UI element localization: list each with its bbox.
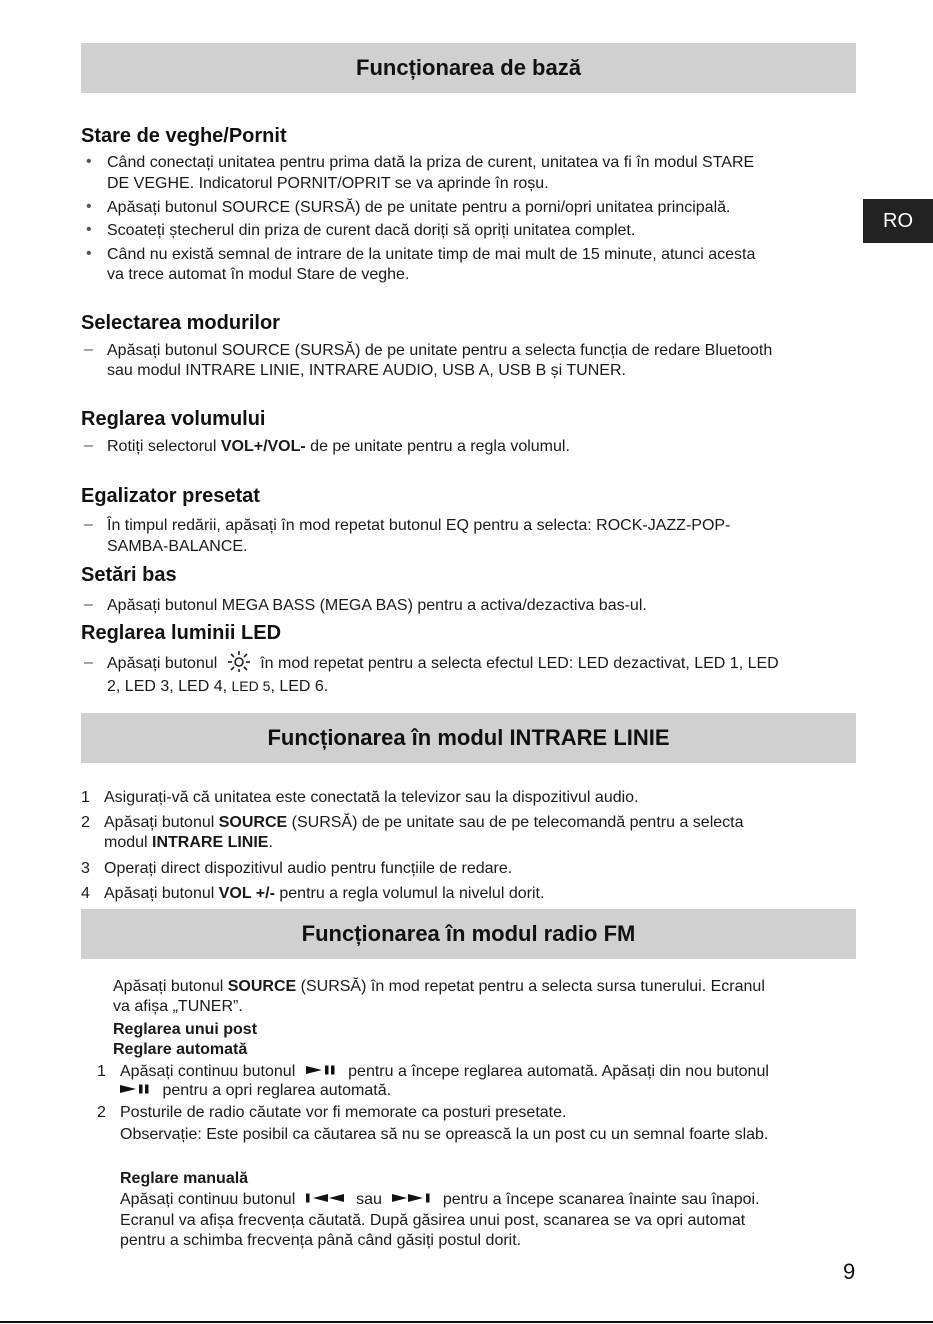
dash-marker: – xyxy=(84,341,93,358)
text-line: Apăsați butonul SOURCE (SURSĂ) de pe unitate sau de pe telecomandă pentru a selecta xyxy=(104,814,744,831)
text-line: pentru a schimba frecvența până când găsiți postul dorit. xyxy=(120,1232,522,1249)
subheading-manual-tuning: Reglare manuală xyxy=(120,1170,249,1187)
text-line: Scoateți ștecherul din priza de curent dacă doriți să opriți unitatea complet. xyxy=(107,222,636,239)
text-line: Operați direct dispozitivul audio pentru funcțiile de redare. xyxy=(104,860,513,877)
page-bottom-rule xyxy=(0,1321,933,1323)
text-line: În timpul redării, apăsați în mod repetat butonul EQ pentru a selecta: ROCK-JAZZ-POP- xyxy=(107,517,731,534)
page-number: 9 xyxy=(843,1259,856,1284)
text-line: Apăsați butonul SOURCE (SURSĂ) de pe unitate pentru a selecta funcția de redare Bluetooth xyxy=(107,342,773,359)
text-line: 2, LED 3, LED 4, LED 5, LED 6. xyxy=(107,678,329,695)
text-line: Apăsați butonul SOURCE (SURSĂ) în mod repetat pentru a selecta sursa tunerului. Ecranul xyxy=(113,978,765,995)
section-banner-basic-operation xyxy=(81,43,856,93)
heading-bass: Setări bas xyxy=(81,564,177,586)
text-line: sau modul INTRARE LINIE, INTRARE AUDIO, USB A, USB B și TUNER. xyxy=(107,362,626,379)
section-title: Funcționarea în modul INTRARE LINIE xyxy=(267,725,670,750)
bullet: • xyxy=(86,245,92,262)
heading-mode-select: Selectarea modurilor xyxy=(81,312,280,334)
subheading-tuning: Reglarea unui post xyxy=(113,1021,258,1038)
text-line: Când conectați unitatea pentru prima dată la priza de curent, unitatea va fi în modul STARE xyxy=(107,154,755,171)
text-line: Apăsați butonul MEGA BASS (MEGA BAS) pentru a activa/dezactiva bas-ul. xyxy=(107,597,647,614)
text-line: Apăsați continuu butonul pentru a începe reglarea automată. Apăsați din nou butonul xyxy=(120,1063,769,1080)
step-number: 3 xyxy=(81,860,90,877)
play-pause-icon xyxy=(306,1064,340,1076)
text-line: Asigurați-vă că unitatea este conectată la televizor sau la dispozitivul audio. xyxy=(104,789,639,806)
play-pause-icon xyxy=(120,1083,154,1095)
text-line: DE VEGHE. Indicatorul PORNIT/OPRIT se va aprinde în roșu. xyxy=(107,175,549,192)
text-line: Apăsați butonul SOURCE (SURSĂ) de pe unitate pentru a porni/opri unitatea principală. xyxy=(107,199,731,216)
heading-led: Reglarea luminii LED xyxy=(81,622,282,644)
text-line: SAMBA-BALANCE. xyxy=(107,538,248,555)
step-number: 2 xyxy=(81,814,90,831)
step-number: 1 xyxy=(81,789,90,806)
section-title: Funcționarea de bază xyxy=(356,55,581,80)
subheading-auto-tuning: Reglare automată xyxy=(113,1041,248,1058)
language-tab: RO xyxy=(863,199,933,243)
text-line: pentru a opri reglarea automată. xyxy=(120,1081,391,1101)
step-number: 1 xyxy=(97,1063,106,1080)
section-banner-line-in xyxy=(81,713,856,763)
text-line: Ecranul va afișa frecvența căutată. După găsirea unui post, scanarea se va opri automat xyxy=(120,1212,746,1229)
text-line: modul INTRARE LINIE. xyxy=(104,834,273,851)
heading-volume: Reglarea volumului xyxy=(81,408,266,430)
light-icon xyxy=(226,650,252,672)
text-line: Apăsați butonul VOL +/- pentru a regla volumul la nivelul dorit. xyxy=(104,885,545,902)
text-line: Apăsați butonul în mod repetat pentru a selecta efectul LED: LED dezactivat, LED 1, LED xyxy=(107,654,779,674)
dash-marker: – xyxy=(84,516,93,533)
text-line: Posturile de radio căutate vor fi memorate ca posturi presetate. xyxy=(120,1104,567,1121)
section-banner-fm-radio xyxy=(81,909,856,959)
bullet: • xyxy=(86,198,92,215)
text-line: va trece automat în modul Stare de veghe. xyxy=(107,266,410,283)
text-line: va afișa „TUNER”. xyxy=(113,998,243,1015)
step-number: 4 xyxy=(81,885,90,902)
text-line: Rotiți selectorul VOL+/VOL- de pe unitate pentru a regla volumul. xyxy=(107,438,570,455)
skip-forward-icon xyxy=(392,1192,432,1204)
note-line: Observație: Este posibil ca căutarea să nu se oprească la un post cu un semnal foarte slab. xyxy=(120,1126,769,1143)
bullet: • xyxy=(86,153,92,170)
step-number: 2 xyxy=(97,1104,106,1121)
heading-standby: Stare de veghe/Pornit xyxy=(81,125,287,147)
skip-back-icon xyxy=(306,1192,346,1204)
text-line: Când nu există semnal de intrare de la unitate timp de mai mult de 15 minute, atunci acesta xyxy=(107,246,756,263)
dash-marker: – xyxy=(84,437,93,454)
section-title: Funcționarea în modul radio FM xyxy=(301,921,636,946)
dash-marker: – xyxy=(84,654,93,671)
heading-eq: Egalizator presetat xyxy=(81,485,260,507)
bullet: • xyxy=(86,221,92,238)
text-line: Apăsați continuu butonul sau pentru a începe scanarea înainte sau înapoi. xyxy=(120,1191,760,1208)
dash-marker: – xyxy=(84,596,93,613)
